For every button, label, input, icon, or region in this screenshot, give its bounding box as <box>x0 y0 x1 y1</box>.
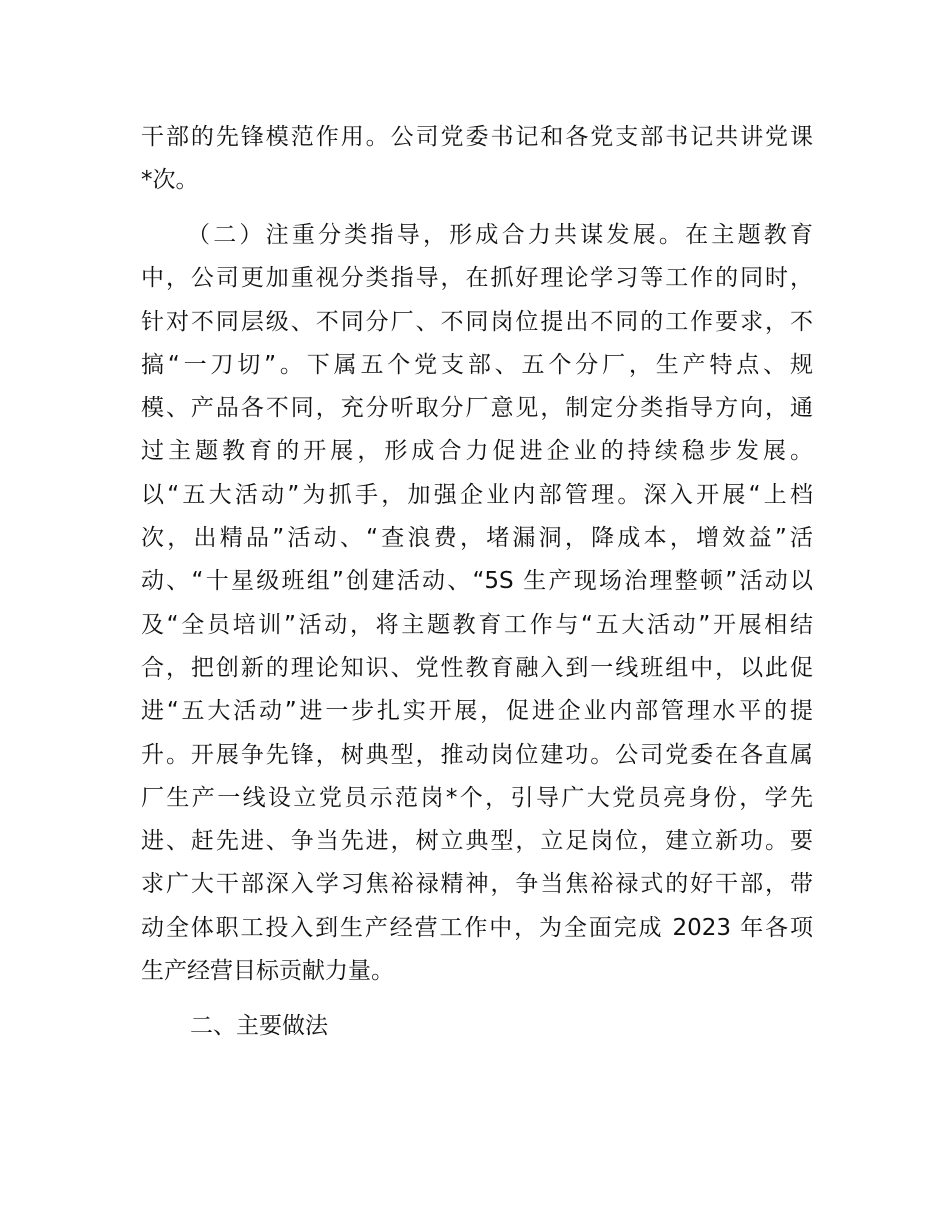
paragraph-1-line: 干部的先锋模范作用。公司党委书记和各党支部书记共讲党课 <box>141 124 813 150</box>
paragraph-2-line: 搞“一刀切”。下属五个党支部、五个分厂，生产特点、规 <box>141 351 813 378</box>
paragraph-2-line: 针对不同层级、不同分厂、不同岗位提出不同的工作要求，不 <box>141 308 813 335</box>
paragraph-2-line: 动、“十星级班组”创建活动、“5S 生产现场治理整顿”活动以 <box>141 568 813 595</box>
paragraph-2-line: （二）注重分类指导，形成合力共谋发展。在主题教育 <box>187 222 813 248</box>
paragraph-1-line: *次。 <box>141 167 199 194</box>
paragraph-2 <box>141 214 813 993</box>
paragraph-2-line: 中，公司更加重视分类指导，在抓好理论学习等工作的同时， <box>141 265 813 292</box>
paragraph-2-line: 厂生产一线设立党员示范岗*个，引导广大党员亮身份，学先 <box>141 784 813 811</box>
section-heading-text: 二、主要做法 <box>190 1013 328 1039</box>
paragraph-2-line: 求广大干部深入学习焦裕禄精神，争当焦裕禄式的好干部，带 <box>141 871 813 898</box>
paragraph-2-line: 升。开展争先锋，树典型，推动岗位建功。公司党委在各直属 <box>141 741 813 768</box>
section-heading <box>141 1005 813 1048</box>
paragraph-2-line: 模、产品各不同，充分听取分厂意见，制定分类指导方向，通 <box>141 395 813 422</box>
paragraph-2-line: 合，把创新的理论知识、党性教育融入到一线班组中，以此促 <box>141 654 813 681</box>
paragraph-2-line: 动全体职工投入到生产经营工作中，为全面完成 2023 年各项 <box>141 914 813 941</box>
paragraph-2-line: 进“五大活动”进一步扎实开展，促进企业内部管理水平的提 <box>141 698 813 725</box>
paragraph-2-line: 以“五大活动”为抓手，加强企业内部管理。深入开展“上档 <box>141 481 813 508</box>
paragraph-2-line: 生产经营目标贡献力量。 <box>141 958 394 985</box>
paragraph-2-line: 进、赶先进、争当先进，树立典型，立足岗位，建立新功。要 <box>141 828 813 855</box>
paragraph-2-line: 及“全员培训”活动，将主题教育工作与“五大活动”开展相结 <box>141 611 813 638</box>
paragraph-1 <box>141 116 813 203</box>
paragraph-2-line: 次，出精品”活动、“查浪费，堵漏洞，降成本，增效益”活 <box>141 525 813 552</box>
paragraph-2-line: 过主题教育的开展，形成合力促进企业的持续稳步发展。 <box>141 438 813 465</box>
